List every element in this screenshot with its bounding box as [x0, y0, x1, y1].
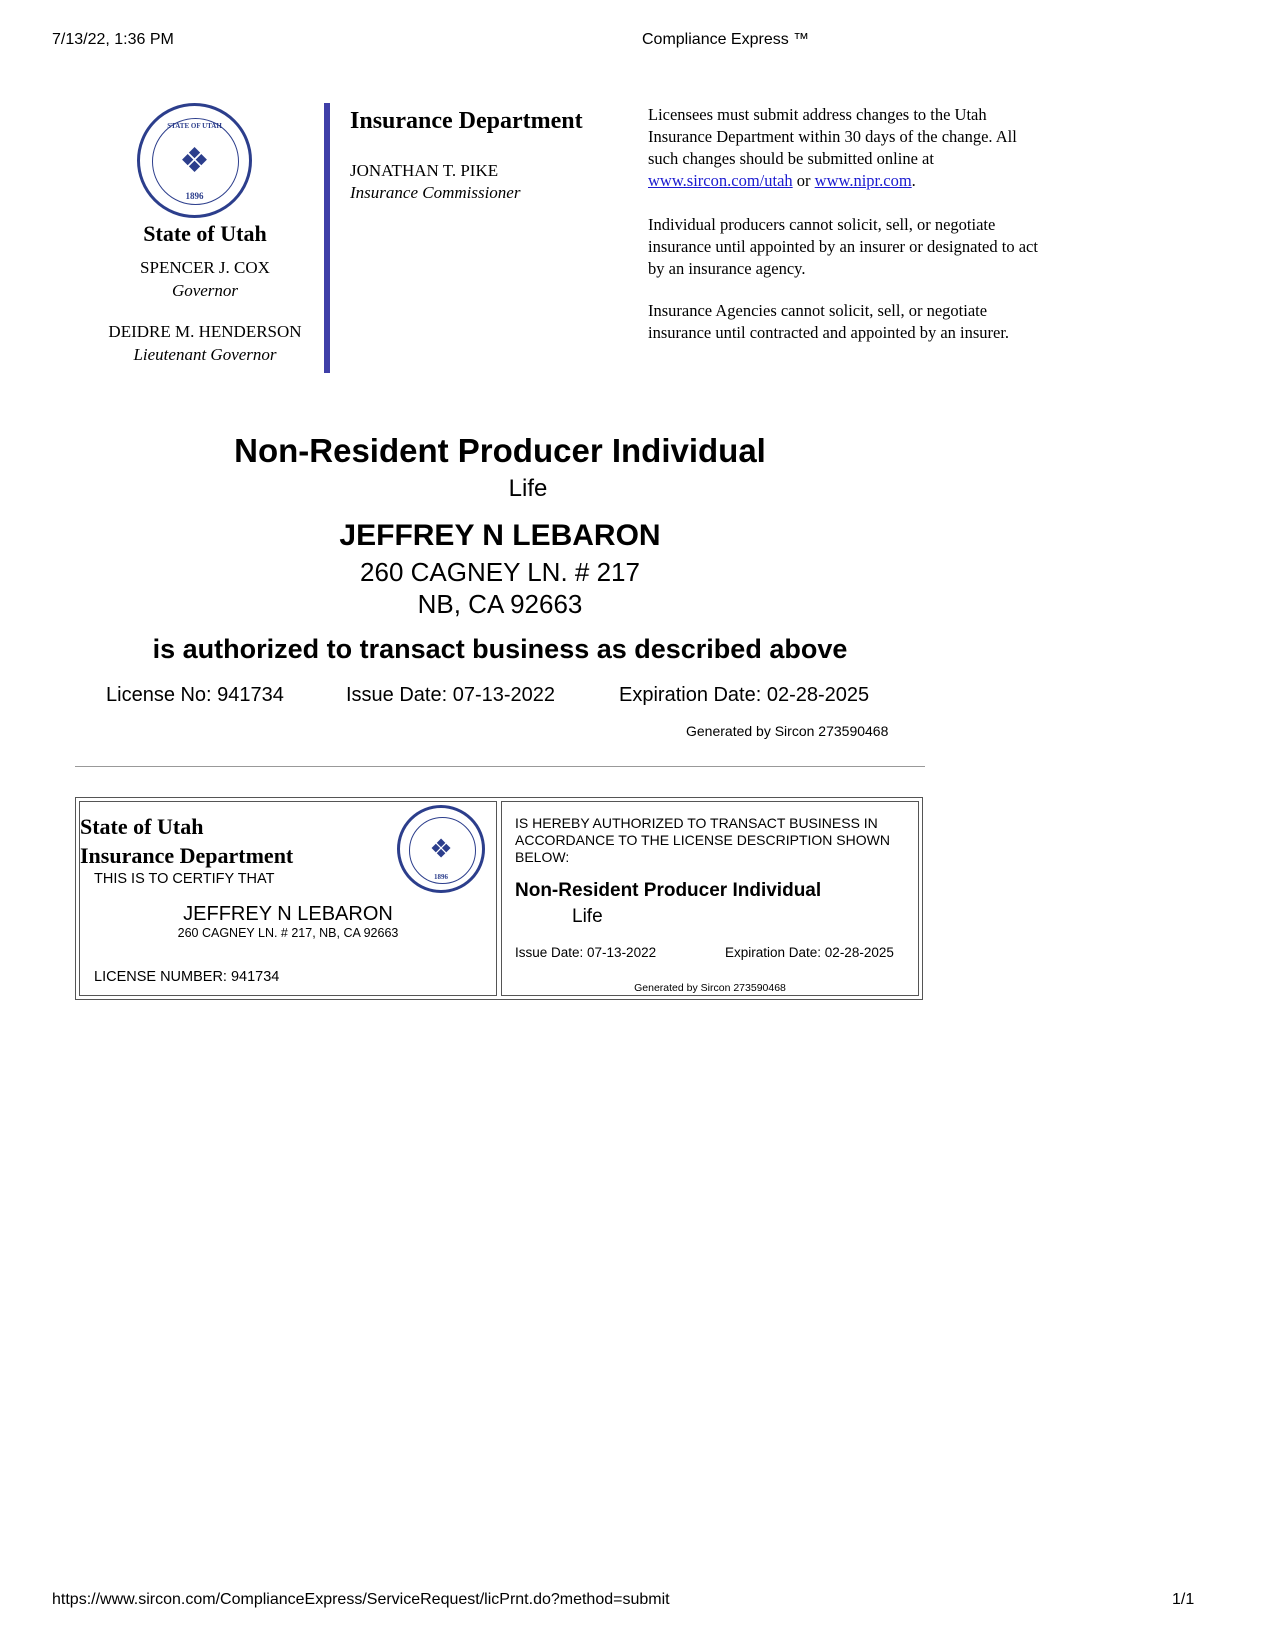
card-state-name: State of Utah	[80, 814, 204, 839]
commissioner-name: JONATHAN T. PIKE	[350, 161, 499, 180]
generated-by: Generated by Sircon 273590468	[686, 723, 889, 739]
card-license-type: Non-Resident Producer Individual	[515, 880, 822, 901]
address-line2: NB, CA 92663	[417, 589, 583, 619]
notice-agencies: Insurance Agencies cannot solicit, sell, or negotiate insurance until contracted and appointed by an insurer.	[648, 301, 1010, 342]
lt-governor-name: DEIDRE M. HENDERSON	[108, 322, 302, 341]
card-license-number: LICENSE NUMBER: 941734	[94, 969, 280, 985]
nipr-link[interactable]: www.nipr.com	[814, 171, 912, 190]
sircon-utah-link[interactable]: www.sircon.com/utah	[648, 171, 793, 190]
print-title: Compliance Express ™	[642, 31, 810, 48]
card-expiration-date: Expiration Date: 02-28-2025	[725, 945, 894, 960]
governor-name: SPENCER J. COX	[140, 258, 270, 277]
card-address: 260 CAGNEY LN. # 217, NB, CA 92663	[177, 926, 399, 940]
authorization-statement: is authorized to transact business as described above	[152, 634, 848, 664]
address-line1: 260 CAGNEY LN. # 217	[360, 557, 640, 587]
card-department: Insurance Department	[80, 843, 294, 868]
print-page-number: 1/1	[1172, 1591, 1195, 1608]
license-number: License No: 941734	[106, 684, 284, 706]
line-of-authority: Life	[508, 475, 548, 502]
card-line-of-authority: Life	[572, 906, 603, 927]
print-datetime: 7/13/22, 1:36 PM	[52, 31, 174, 48]
seal-year: 1896	[185, 191, 204, 201]
card-certify-text: THIS IS TO CERTIFY THAT	[94, 871, 275, 887]
holder-name: JEFFREY N LEBARON	[339, 519, 661, 552]
section-divider	[75, 766, 925, 767]
state-name: State of Utah	[143, 221, 267, 246]
notice-address-changes: Licensees must submit address changes to the Utah Insurance Department within 30 days of the change. All such changes should be submitted online at www.sircon.com/utah or www.nipr.com.	[648, 105, 1017, 190]
governor-title: Governor	[171, 281, 239, 300]
department-title: Insurance Department	[350, 108, 583, 134]
card-holder-name: JEFFREY N LEBARON	[183, 903, 393, 925]
card-issue-date: Issue Date: 07-13-2022	[515, 945, 657, 960]
commissioner-title: Insurance Commissioner	[350, 183, 521, 202]
card-authorized-text: IS HEREBY AUTHORIZED TO TRANSACT BUSINESS IN ACCORDANCE TO THE LICENSE DESCRIPTION SHOWN BELOW:	[515, 815, 890, 865]
license-type: Non-Resident Producer Individual	[234, 432, 766, 469]
card-utah-seal-icon: ❖ 1896	[397, 805, 485, 893]
expiration-date: Expiration Date: 02-28-2025	[619, 684, 870, 706]
utah-seal-icon: STATE OF UTAH ❖ 1896	[137, 103, 252, 218]
lt-governor-title: Lieutenant Governor	[133, 345, 277, 364]
notice-producers: Individual producers cannot solicit, sell, or negotiate insurance until appointed by an insurer or designated to act by an insurance agency.	[648, 215, 1038, 278]
letterhead-divider	[324, 103, 330, 373]
card-generated-by: Generated by Sircon 273590468	[634, 982, 786, 994]
issue-date: Issue Date: 07-13-2022	[346, 684, 556, 706]
card-seal-year: 1896	[434, 873, 448, 881]
print-url: https://www.sircon.com/ComplianceExpress/ServiceRequest/licPrnt.do?method=submit	[52, 1591, 670, 1608]
